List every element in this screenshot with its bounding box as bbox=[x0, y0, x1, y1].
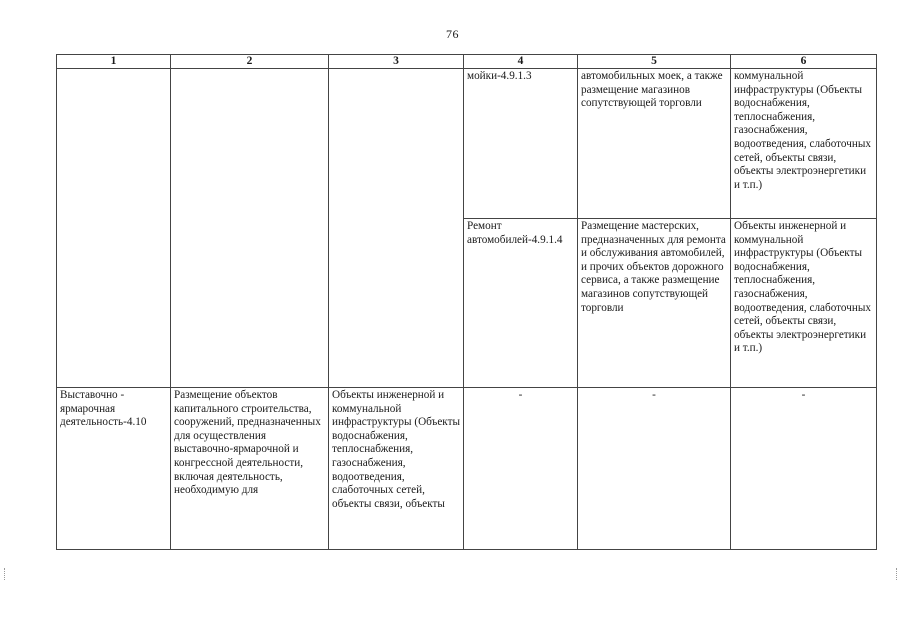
row-3-col-1: Выставочно - ярмарочная деятельность-4.10 bbox=[57, 388, 171, 550]
empty-dash: - bbox=[518, 389, 523, 401]
row-3-col-3: Объекты инженерной и коммунальной инфраструктуры (Объекты водоснабжения, теплоснабжения, газоснабжения, водоотведения, слаботочных сетей, объекты связи, объекты bbox=[329, 388, 464, 550]
row-3-col-6 bbox=[731, 388, 877, 550]
empty-dash: - bbox=[801, 389, 806, 401]
header-cell-4: 4 bbox=[464, 55, 578, 69]
row-2-col-4: Ремонт автомобилей-4.9.1.4 bbox=[464, 219, 578, 388]
row-3-col-5 bbox=[578, 388, 731, 550]
row-1-col-3 bbox=[329, 69, 464, 388]
header-cell-2: 2 bbox=[171, 55, 329, 69]
land-use-table bbox=[56, 54, 877, 550]
header-cell-3: 3 bbox=[329, 55, 464, 69]
row-3-col-2: Размещение объектов капитального строительства, сооружений, предназначенных для осуществления выставочно-ярмарочной и конгрессной деятельности, включая деятельность, необходимую для bbox=[171, 388, 329, 550]
row-1-col-1 bbox=[57, 69, 171, 388]
header-cell-5: 5 bbox=[578, 55, 731, 69]
row-1-col-2 bbox=[171, 69, 329, 388]
table-row bbox=[57, 388, 877, 550]
row-2-col-5: Размещение мастерских, предназначенных для ремонта и обслуживания автомобилей, и прочих объектов дорожного сервиса, а также размещение магазинов сопутствующей торговли bbox=[578, 219, 731, 388]
row-1-col-6: коммунальной инфраструктуры (Объекты водоснабжения, теплоснабжения, газоснабжения, водоотведения, слаботочных сетей, объекты связи, объекты электроэнергетики и т.п.) bbox=[731, 69, 877, 219]
header-cell-1: 1 bbox=[57, 55, 171, 69]
row-3-col-4 bbox=[464, 388, 578, 550]
page-number: 76 bbox=[446, 27, 459, 41]
row-1-col-5: автомобильных моек, а также размещение магазинов сопутствующей торговли bbox=[578, 69, 731, 219]
row-2-col-6: Объекты инженерной и коммунальной инфраструктуры (Объекты водоснабжения, теплоснабжения, газоснабжения, водоотведения, слаботочных сетей, объекты связи, объекты электроэнергетики и т.п.) bbox=[731, 219, 877, 388]
table-row bbox=[57, 69, 877, 219]
table-header-row bbox=[57, 55, 877, 69]
row-1-col-4: мойки-4.9.1.3 bbox=[464, 69, 578, 219]
scan-margin-mark-right bbox=[896, 568, 898, 580]
scan-margin-mark-left bbox=[4, 568, 6, 580]
empty-dash: - bbox=[652, 389, 656, 401]
header-cell-6: 6 bbox=[731, 55, 877, 69]
